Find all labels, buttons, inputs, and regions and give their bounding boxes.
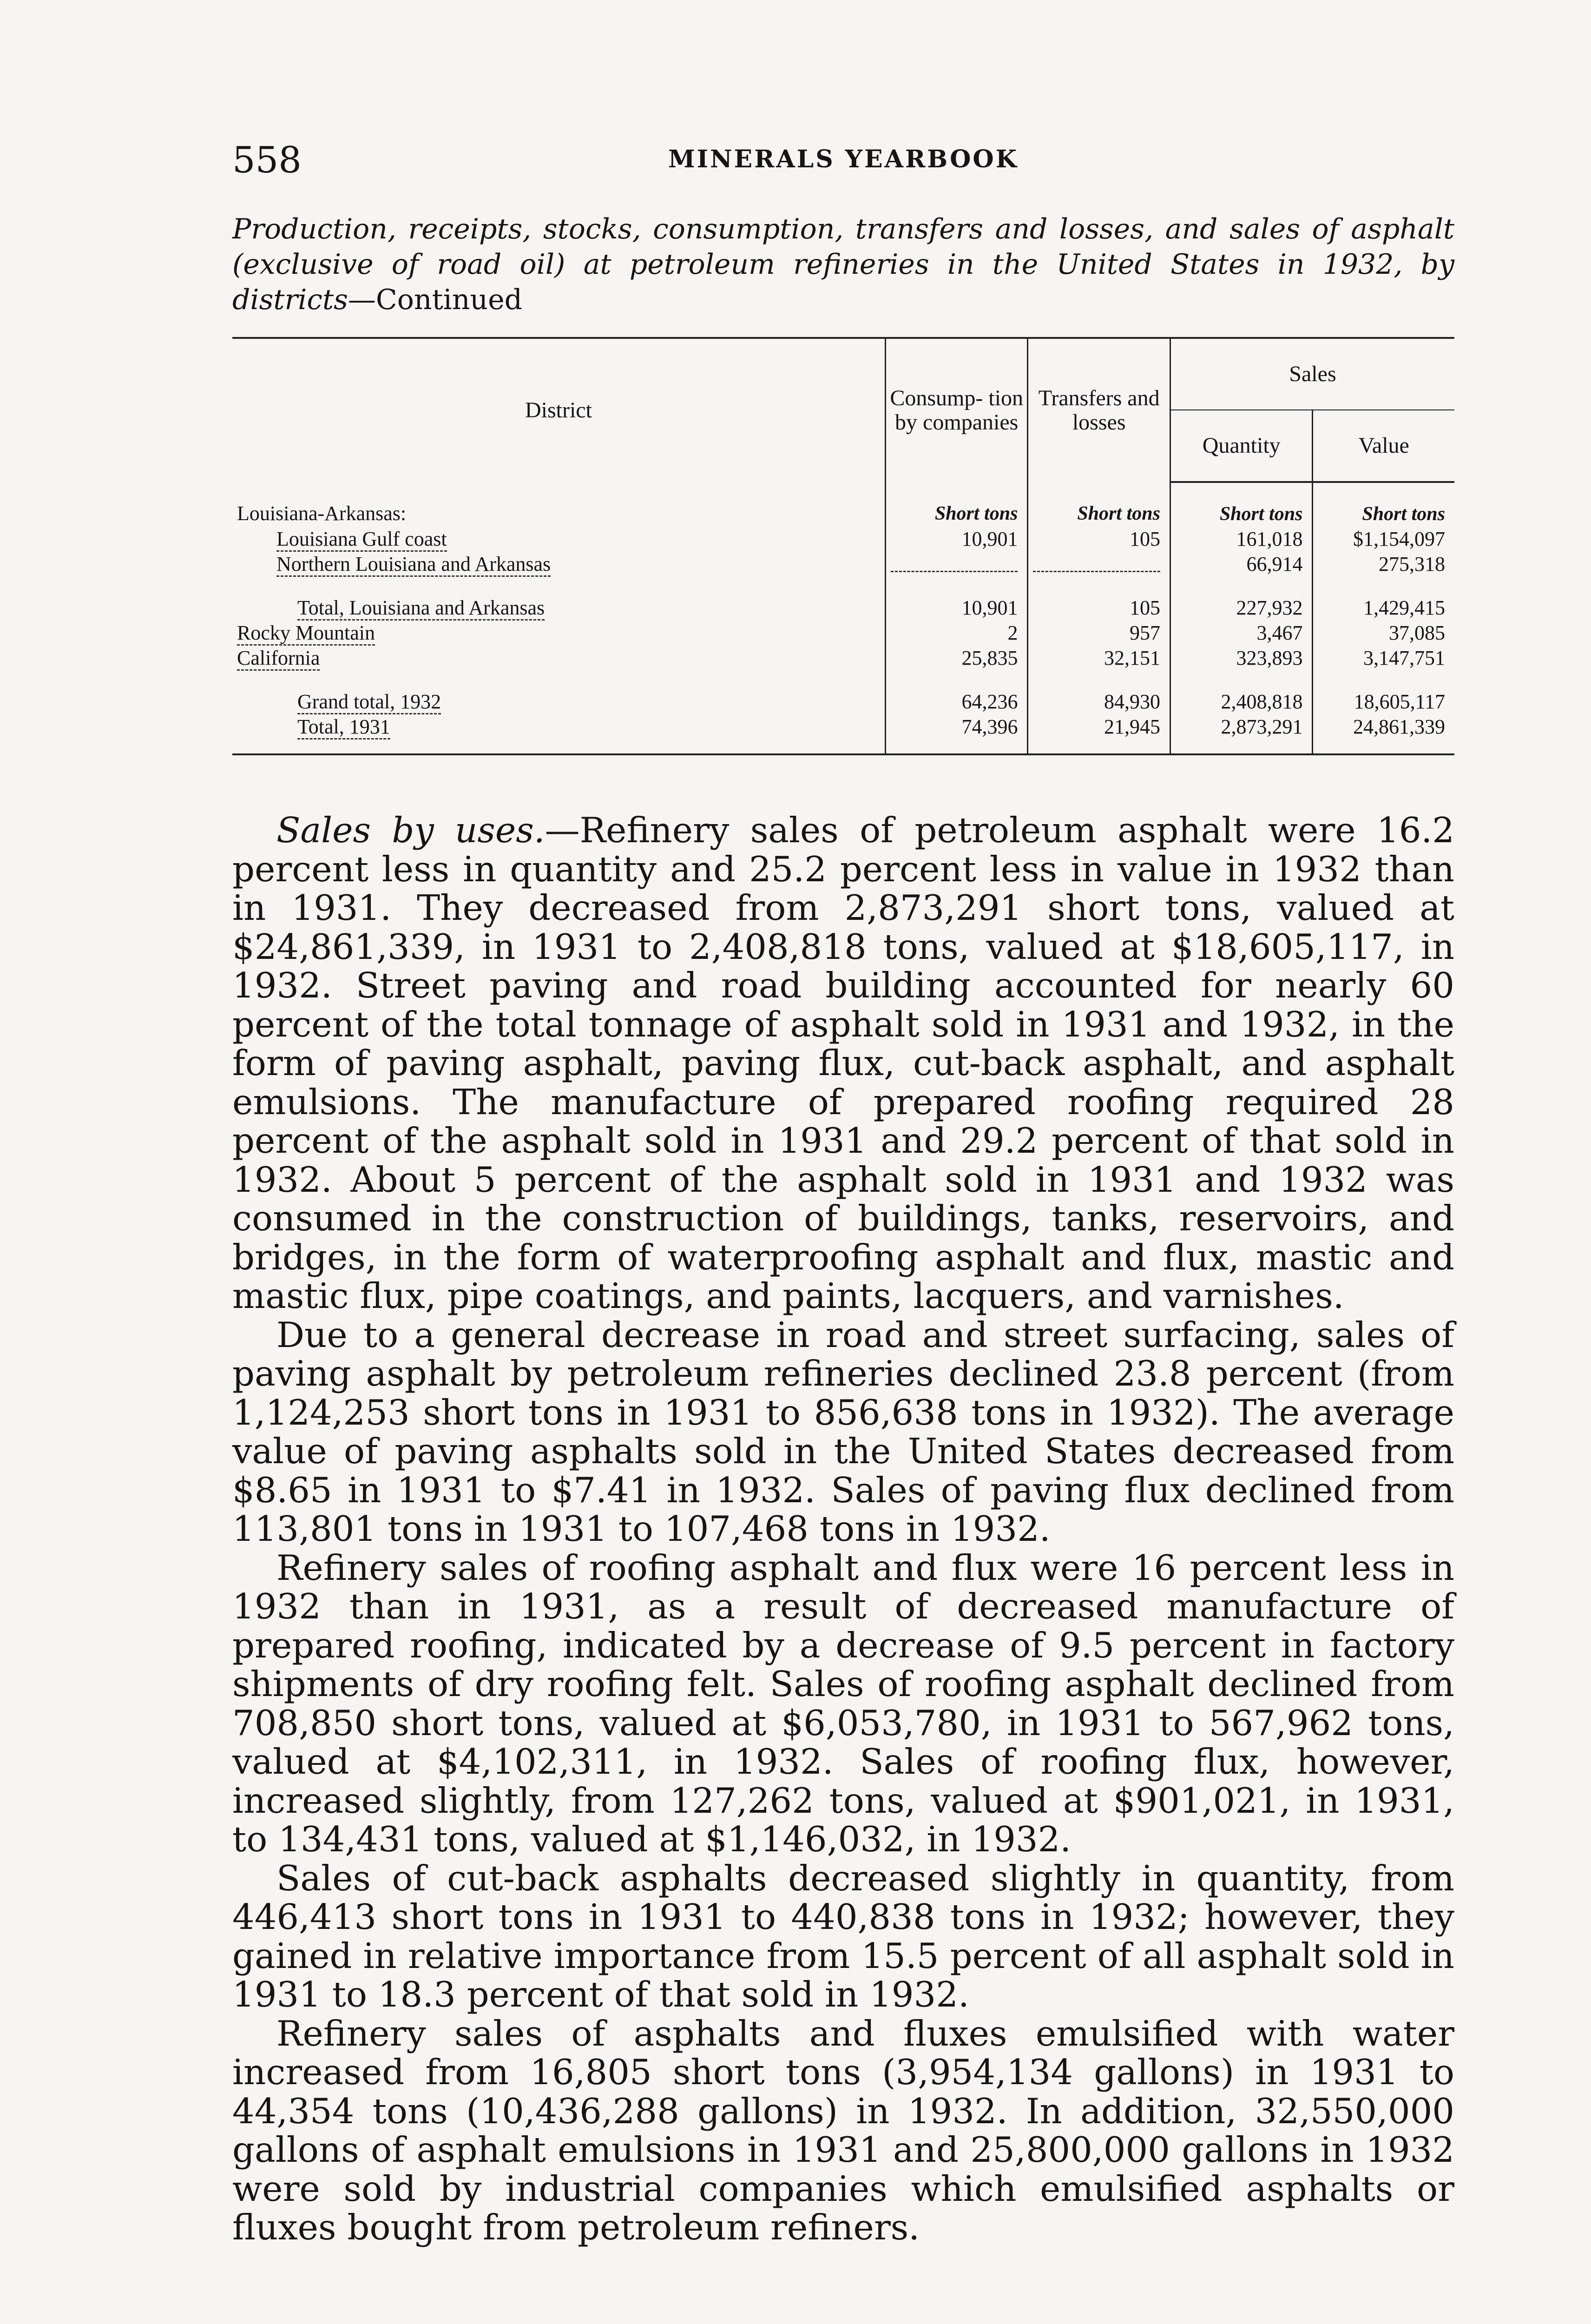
cell-transfers: 105 [1028, 527, 1170, 552]
cell-value: 275,318 [1313, 552, 1454, 577]
cell-transfers: 21,945 [1028, 714, 1170, 754]
cell-quantity: 161,018 [1170, 527, 1313, 552]
cell-quantity: 3,467 [1170, 621, 1313, 646]
cell-value: 18,605,117 [1313, 671, 1454, 714]
table-row [232, 671, 1454, 714]
row-district: Total, Louisiana and Arkansas [297, 596, 545, 621]
row-district: California [237, 647, 320, 671]
cell-transfers: 105 [1028, 577, 1170, 621]
cell-consumption: 74,396 [885, 714, 1028, 754]
group-label: Louisiana-Arkansas: [237, 502, 407, 525]
row-district: Grand total, 1932 [297, 690, 441, 714]
header-transfers: Transfers and losses [1028, 338, 1170, 482]
header-district: District [232, 338, 885, 482]
unit-label: Short tons [885, 482, 1028, 527]
cell-value: 24,861,339 [1313, 714, 1454, 754]
page-header [232, 139, 1454, 181]
table-row [232, 621, 1454, 646]
cell-quantity: 227,932 [1170, 577, 1313, 621]
header-quantity: Quantity [1170, 410, 1313, 482]
table-row [232, 552, 1454, 577]
cell-quantity: 66,914 [1170, 552, 1313, 577]
unit-label: Short tons [1028, 482, 1170, 527]
cell-quantity: 323,893 [1170, 646, 1313, 671]
cell-transfers: 84,930 [1028, 671, 1170, 714]
cell-transfers-empty [1028, 552, 1170, 577]
cell-transfers: 957 [1028, 621, 1170, 646]
paragraph-text: —Refinery sales of petroleum asphalt were 16.2 percent less in quantity and 25.2 percent less in value in 1932 than in 1931. They decreased from 2,873,291 short tons, valued at $24,861,339, in 1931 to 2,408,818 tons, valued at $18,605,117, in 1932. Street paving and road building accounted for nearly 60 percent of the total tonnage of asphalt sold in 1931 and 1932, in the form of paving asphalt, paving flux, cut-back asphalt, and asphalt emulsions. The manufacture of prepared roofing required 28 percent of the asphalt sold in 1931 and 29.2 percent of that sold in 1932. About 5 percent of the asphalt sold in 1931 and 1932 was consumed in the construction of buildings, tanks, reservoirs, and bridges, in the form of waterproofing asphalt and flux, mastic and mastic flux, pipe coatings, and paints, lacquers, and varnishes. [232, 810, 1454, 1316]
running-head: MINERALS YEARBOOK [668, 145, 1019, 173]
unit-label: Short tons [1313, 482, 1454, 527]
body-text [232, 811, 1454, 2247]
cell-consumption-empty [885, 552, 1028, 577]
row-district: Northern Louisiana and Arkansas [276, 553, 551, 577]
paragraph-text: Sales of cut-back asphalts decreased slightly in quantity, from 446,413 short tons in 1931 to 440,838 tons in 1932; however, they gained in relative importance from 15.5 percent of all asphalt sold in 1931 to 18.3 percent of that sold in 1932. [232, 1857, 1454, 2015]
asphalt-table [232, 337, 1454, 755]
paragraph [232, 811, 1454, 1316]
table-caption [232, 211, 1454, 317]
cell-value: $1,154,097 [1313, 527, 1454, 552]
paragraph-text: Due to a general decrease in road and street surfacing, sales of paving asphalt by petroleum refineries declined 23.8 percent (from 1,124,253 short tons in 1931 to 856,638 tons in 1932). The average value of paving asphalts sold in the United States decreased from $8.65 in 1931 to $7.41 in 1932. Sales of paving flux declined from 113,801 tons in 1931 to 107,468 tons in 1932. [232, 1314, 1454, 1549]
table-row [232, 577, 1454, 621]
paragraph [232, 1859, 1454, 2014]
header-sales: Sales [1170, 338, 1454, 410]
cell-value: 37,085 [1313, 621, 1454, 646]
row-district: Total, 1931 [297, 715, 390, 739]
cell-quantity: 2,873,291 [1170, 714, 1313, 754]
row-district: Louisiana Gulf coast [276, 528, 447, 552]
cell-transfers: 32,151 [1028, 646, 1170, 671]
cell-consumption: 10,901 [885, 577, 1028, 621]
cell-consumption: 64,236 [885, 671, 1028, 714]
caption-suffix: —Continued [348, 284, 523, 316]
paragraph [232, 1316, 1454, 1549]
unit-label: Short tons [1170, 482, 1313, 527]
cell-value: 1,429,415 [1313, 577, 1454, 621]
header-value: Value [1313, 410, 1454, 482]
paragraph [232, 1549, 1454, 1859]
units-row [232, 482, 1454, 527]
cell-consumption: 10,901 [885, 527, 1028, 552]
table-row [232, 714, 1454, 754]
header-consumption: Consump- tion by companies [885, 338, 1028, 482]
caption-text: Production, receipts, stocks, consumption, transfers and losses, and sales of asphalt (exclusive of road oil) at petroleum refineries in the United States in 1932, by districts [232, 213, 1454, 316]
table-row [232, 646, 1454, 671]
row-district: Rocky Mountain [237, 621, 375, 646]
cell-consumption: 25,835 [885, 646, 1028, 671]
paragraph [232, 2014, 1454, 2247]
paragraph-text: Refinery sales of roofing asphalt and flux were 16 percent less in 1932 than in 1931, as a result of decreased manufacture of prepared roofing, indicated by a decrease of 9.5 percent in factory shipments of dry roofing felt. Sales of roofing asphalt declined from 708,850 short tons, valued at $6,053,780, in 1931 to 567,962 tons, valued at $4,102,311, in 1932. Sales of roofing flux, however, increased slightly, from 127,262 tons, valued at $901,021, in 1931, to 134,431 tons, valued at $1,146,032, in 1932. [232, 1547, 1454, 1860]
cell-value: 3,147,751 [1313, 646, 1454, 671]
cell-quantity: 2,408,818 [1170, 671, 1313, 714]
cell-consumption: 2 [885, 621, 1028, 646]
paragraph-lead: Sales by uses. [276, 810, 545, 851]
paragraph-text: Refinery sales of asphalts and fluxes emulsified with water increased from 16,805 short tons (3,954,134 gallons) in 1931 to 44,354 tons (10,436,288 gallons) in 1932. In addition, 32,550,000 gallons of asphalt emulsions in 1931 and 25,800,000 gallons in 1932 were sold by industrial companies which emulsified asphalts or fluxes bought from petroleum refiners. [232, 2013, 1454, 2248]
table-row [232, 527, 1454, 552]
page-number: 558 [232, 139, 302, 181]
